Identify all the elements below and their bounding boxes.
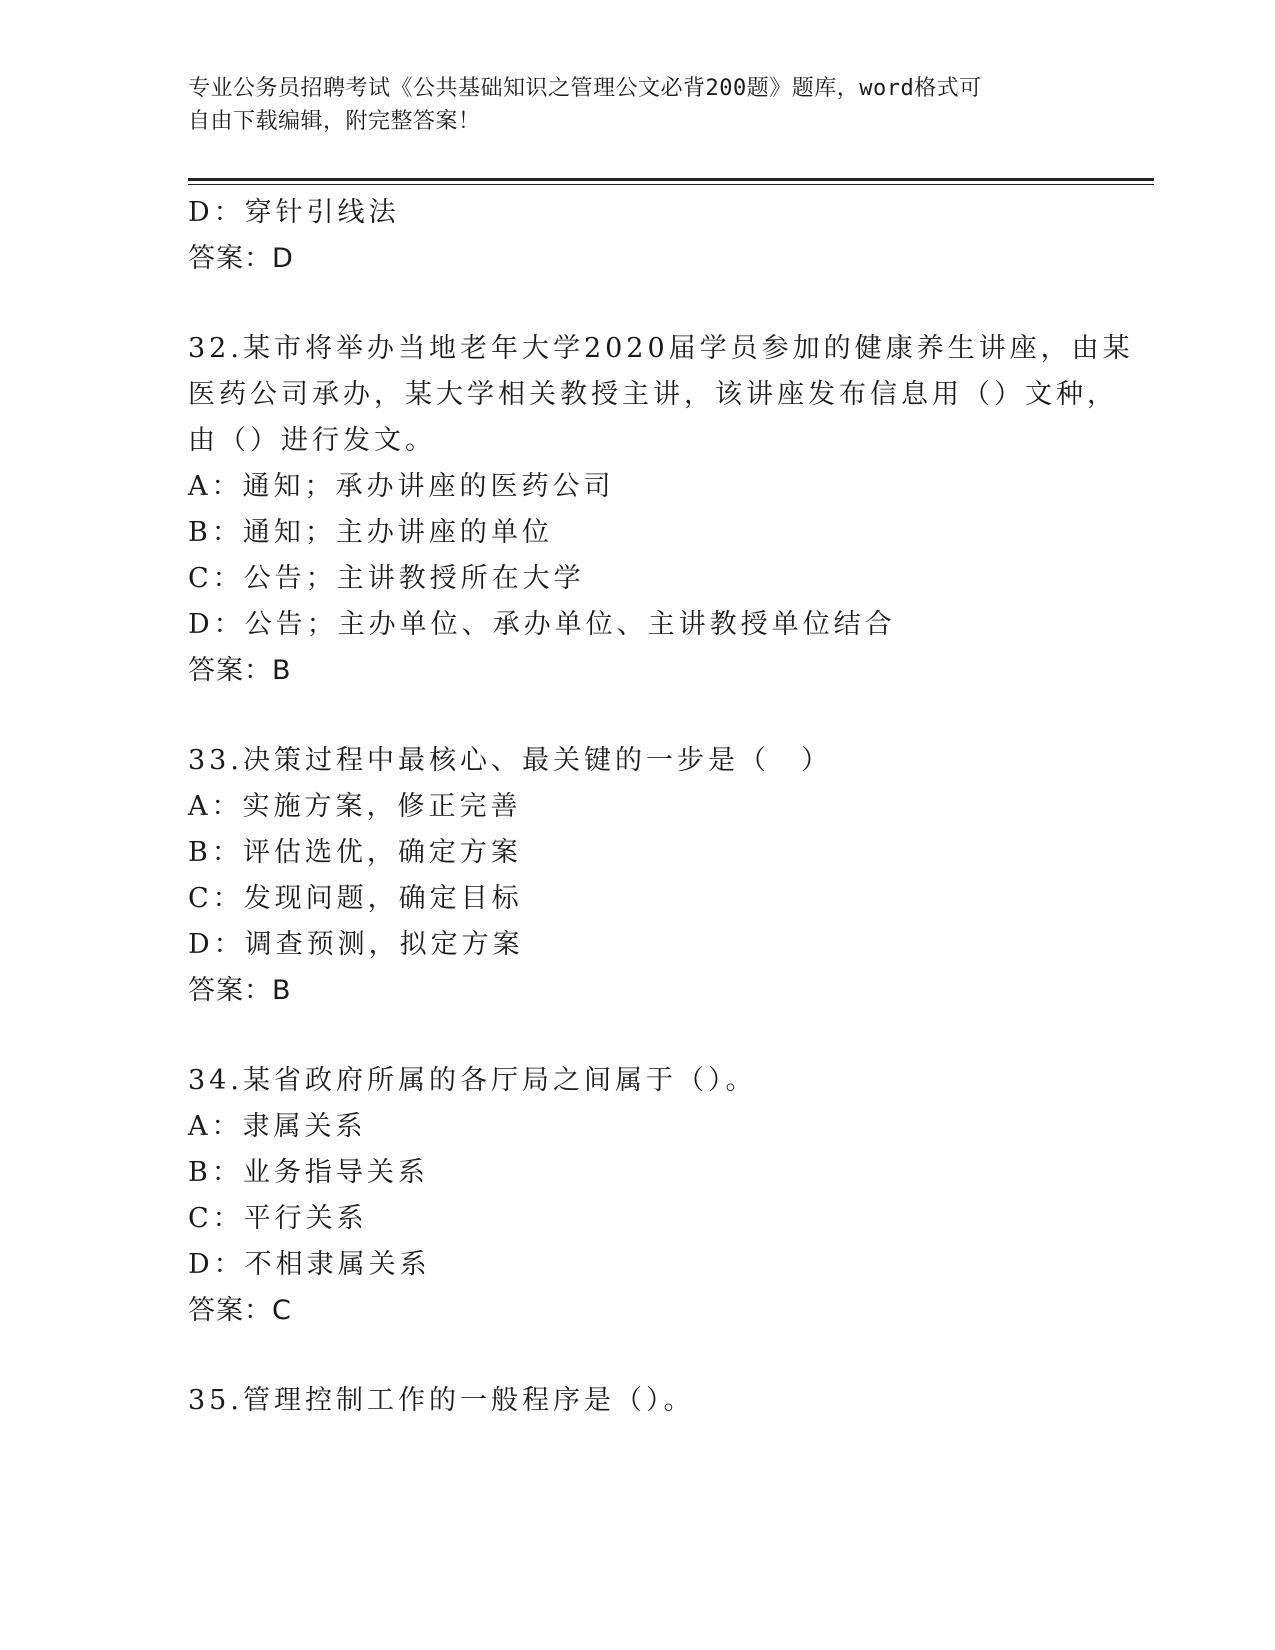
answer: 答案：B [188,975,292,1006]
answer: 答案：D [188,243,294,274]
header-rule-thick [188,178,1154,181]
option-a: A：隶属关系 [188,1111,367,1142]
option-a: A：实施方案，修正完善 [188,791,522,822]
question-stem: 33.决策过程中最核心、最关键的一步是（ ） [188,745,832,776]
option-d: D：不相隶属关系 [188,1249,431,1280]
option-c: C：公告；主讲教授所在大学 [188,563,585,594]
question-stem: 34.某省政府所属的各厅局之间属于（）。 [188,1065,757,1096]
answer: 答案：B [188,655,292,686]
page-header [188,72,1088,138]
header-line-1: 专业公务员招聘考试《公共基础知识之管理公文必背200题》题库，word格式可 [188,76,982,101]
question-33 [188,738,1088,1014]
question-stem: 医药公司承办，某大学相关教授主讲，该讲座发布信息用（）文种， [188,379,1118,410]
question-31-tail [188,190,1088,282]
question-34 [188,1058,1088,1334]
question-stem: 35.管理控制工作的一般程序是（）。 [188,1385,695,1416]
header-rule-thin [188,184,1154,185]
option-a: A：通知；承办讲座的医药公司 [188,471,615,502]
option-d: D：公告；主办单位、承办单位、主讲教授单位结合 [188,609,896,640]
option-b: B：业务指导关系 [188,1157,429,1188]
option-c: C：发现问题，确定目标 [188,883,523,914]
question-stem: 32.某市将举办当地老年大学2020届学员参加的健康养生讲座，由某 [188,333,1134,364]
question-stem: 由（）进行发文。 [188,425,436,456]
question-32 [188,326,1134,694]
option-c: C：平行关系 [188,1203,368,1234]
option-b: B：通知；主办讲座的单位 [188,517,553,548]
answer: 答案：C [188,1295,292,1326]
header-line-2: 自由下载编辑，附完整答案！ [188,109,481,134]
question-35 [188,1378,1088,1424]
question-content [188,190,1134,1424]
option-d: D：穿针引线法 [188,197,400,228]
option-d: D：调查预测，拟定方案 [188,929,524,960]
option-b: B：评估选优，确定方案 [188,837,522,868]
